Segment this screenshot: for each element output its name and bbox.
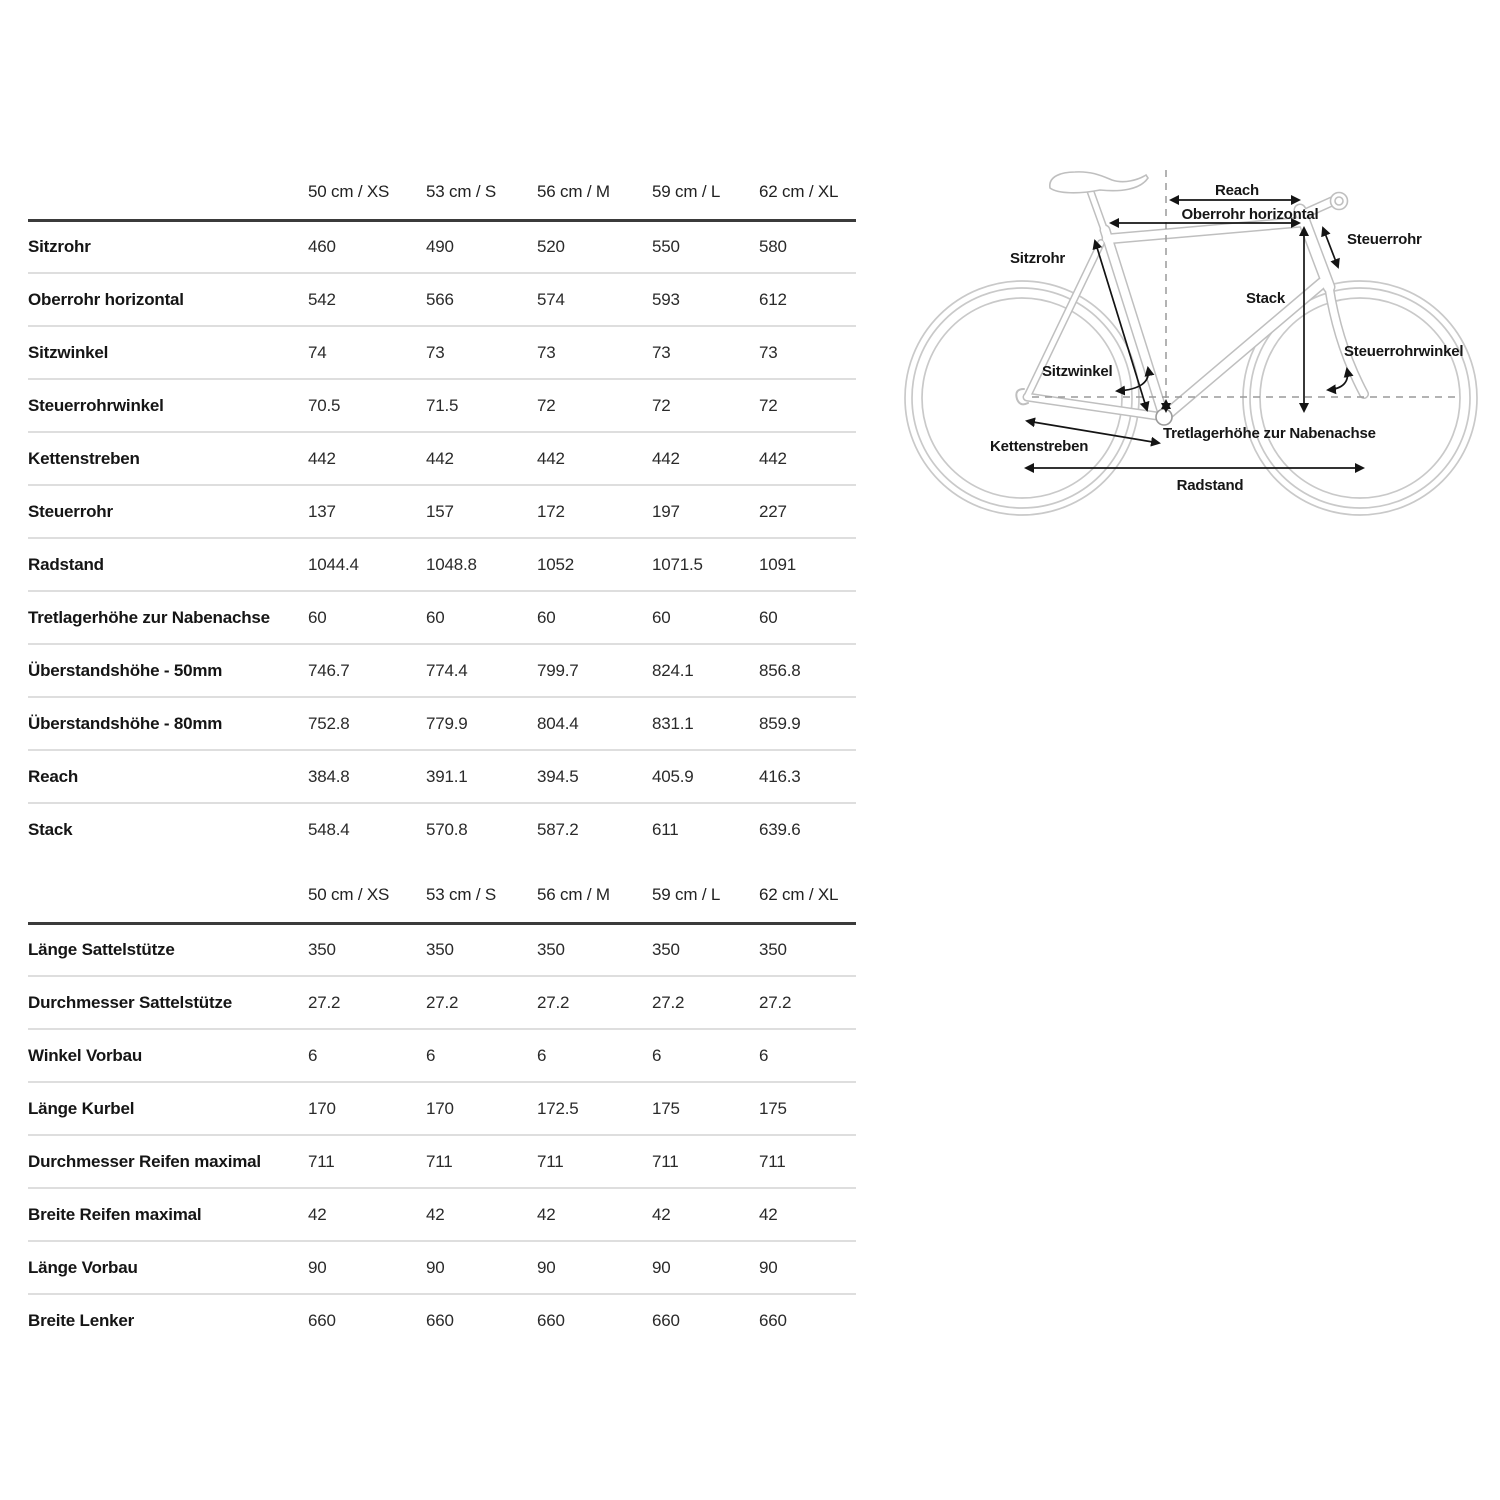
components-table-body <box>28 923 856 1347</box>
spec-row <box>28 591 856 644</box>
bike-geometry-diagram <box>890 140 1500 580</box>
spec-value-cell: 90 <box>308 1257 327 1277</box>
label-sitzrohr: Sitzrohr <box>1010 250 1066 267</box>
spec-value-cell: 711 <box>308 1151 335 1171</box>
label-steuerrohrwinkel: Steuerrohrwinkel <box>1344 343 1464 360</box>
spec-row <box>28 1188 856 1241</box>
spec-value-cell: 711 <box>759 1151 786 1171</box>
spec-row <box>28 923 856 976</box>
label-kettenstreben: Kettenstreben <box>990 438 1089 455</box>
spec-value-cell: 550 <box>652 236 680 256</box>
label-radstand: Radstand <box>1176 477 1244 494</box>
bike-frame-icon <box>1016 190 1364 417</box>
size-header-cell: 50 cm / XS <box>308 166 426 220</box>
spec-value-cell: 197 <box>652 501 680 521</box>
spec-value-cell: 27.2 <box>759 992 792 1012</box>
components-table-head <box>28 869 856 923</box>
steuerrohrwinkel-angle-arc <box>1328 369 1348 390</box>
spec-value-cell: 157 <box>426 501 454 521</box>
spec-value-cell: 660 <box>308 1311 336 1330</box>
spec-value-cell: 90 <box>426 1257 445 1277</box>
spec-value-cell: 660 <box>426 1311 454 1330</box>
spec-row <box>28 750 856 803</box>
spec-value-cell: 6 <box>537 1045 547 1065</box>
handlebar-icon <box>1331 193 1348 210</box>
spec-value-cell: 570.8 <box>426 820 468 839</box>
spec-value-cell: 746.7 <box>308 660 350 680</box>
spec-value-cell: 660 <box>759 1311 787 1330</box>
spec-value-cell: 42 <box>537 1204 556 1224</box>
spec-value-cell: 405.9 <box>652 766 694 786</box>
size-header-cell: 56 cm / M <box>537 166 652 220</box>
size-header-cell: 62 cm / XL <box>759 166 856 220</box>
spec-row-label: Überstandshöhe - 80mm <box>28 713 223 733</box>
spec-row <box>28 326 856 379</box>
spec-value-cell: 42 <box>652 1204 671 1224</box>
spec-value-cell: 6 <box>759 1045 769 1065</box>
header-spacer-cell <box>28 166 308 220</box>
spec-value-cell: 27.2 <box>652 992 685 1012</box>
spec-row-label: Durchmesser Sattelstütze <box>28 992 232 1012</box>
spec-value-cell: 60 <box>308 607 327 627</box>
spec-value-cell: 779.9 <box>426 713 468 733</box>
spec-value-cell: 442 <box>652 448 680 468</box>
spec-row-label: Länge Sattelstütze <box>28 939 175 959</box>
spec-row-label: Oberrohr horizontal <box>28 289 184 309</box>
spec-row-label: Steuerrohrwinkel <box>28 395 164 415</box>
size-header-cell: 59 cm / L <box>652 166 759 220</box>
spec-value-cell: 548.4 <box>308 820 350 839</box>
spec-row <box>28 538 856 591</box>
spec-row <box>28 1135 856 1188</box>
spec-value-cell: 660 <box>537 1311 565 1330</box>
spec-value-cell: 27.2 <box>308 992 341 1012</box>
spec-value-cell: 711 <box>426 1151 453 1171</box>
size-header-cell: 59 cm / L <box>652 869 759 923</box>
spec-value-cell: 752.8 <box>308 713 350 733</box>
label-stack: Stack <box>1246 290 1286 307</box>
spec-value-cell: 350 <box>426 939 454 959</box>
spec-row-label: Sitzrohr <box>28 236 91 256</box>
spec-value-cell: 1044.4 <box>308 554 359 574</box>
spec-row <box>28 1082 856 1135</box>
spec-value-cell: 639.6 <box>759 820 801 839</box>
spec-value-cell: 442 <box>759 448 787 468</box>
spec-value-cell: 72 <box>759 395 778 415</box>
spec-row <box>28 976 856 1029</box>
spec-value-cell: 6 <box>308 1045 318 1065</box>
spec-row-label: Winkel Vorbau <box>28 1045 143 1065</box>
spec-value-cell: 137 <box>308 501 336 521</box>
spec-value-cell: 574 <box>537 289 565 309</box>
spec-value-cell: 72 <box>537 395 556 415</box>
spec-row <box>28 485 856 538</box>
spec-value-cell: 60 <box>426 607 445 627</box>
spec-value-cell: 73 <box>652 342 671 362</box>
rear-wheel-icon <box>905 281 1139 515</box>
spec-value-cell: 391.1 <box>426 766 468 786</box>
spec-value-cell: 490 <box>426 236 454 256</box>
spec-value-cell: 73 <box>759 342 778 362</box>
geometry-table-head <box>28 166 856 220</box>
spec-row-label: Durchmesser Reifen maximal <box>28 1151 261 1171</box>
spec-row-label: Länge Kurbel <box>28 1098 135 1118</box>
label-reach: Reach <box>1214 182 1260 199</box>
size-header-cell: 56 cm / M <box>537 869 652 923</box>
spec-value-cell: 394.5 <box>537 766 579 786</box>
spec-value-cell: 60 <box>537 607 556 627</box>
label-steuerrohr: Steuerrohr <box>1347 231 1422 248</box>
size-header-cell: 50 cm / XS <box>308 869 426 923</box>
spec-value-cell: 70.5 <box>308 395 341 415</box>
spec-value-cell: 593 <box>652 289 680 309</box>
components-table <box>28 869 856 1347</box>
spec-row <box>28 1294 856 1347</box>
spec-row-label: Überstandshöhe - 50mm <box>28 660 223 680</box>
spec-row <box>28 697 856 750</box>
spec-row-label: Breite Reifen maximal <box>28 1204 202 1224</box>
header-spacer-cell <box>28 869 308 923</box>
spec-row-label: Länge Vorbau <box>28 1257 138 1277</box>
spec-row-label: Kettenstreben <box>28 448 140 468</box>
spec-value-cell: 384.8 <box>308 766 350 786</box>
spec-value-cell: 71.5 <box>426 395 459 415</box>
saddle-icon <box>1050 172 1148 193</box>
spec-value-cell: 350 <box>537 939 565 959</box>
spec-value-cell: 831.1 <box>652 713 694 733</box>
spec-row-label: Reach <box>28 766 79 786</box>
spec-value-cell: 170 <box>308 1098 336 1118</box>
geometry-table <box>28 166 856 856</box>
spec-value-cell: 442 <box>308 448 336 468</box>
size-header-cell: 62 cm / XL <box>759 869 856 923</box>
spec-row-label: Breite Lenker <box>28 1311 135 1330</box>
spec-value-cell: 42 <box>308 1204 327 1224</box>
spec-row-label: Sitzwinkel <box>28 342 109 362</box>
spec-value-cell: 1048.8 <box>426 554 477 574</box>
size-header-row <box>28 869 856 923</box>
spec-row <box>28 220 856 273</box>
spec-value-cell: 90 <box>759 1257 778 1277</box>
spec-row <box>28 432 856 485</box>
spec-value-cell: 27.2 <box>537 992 570 1012</box>
spec-value-cell: 856.8 <box>759 660 801 680</box>
spec-value-cell: 824.1 <box>652 660 694 680</box>
spec-value-cell: 612 <box>759 289 787 309</box>
spec-row <box>28 379 856 432</box>
label-tretlagerhoehe: Tretlagerhöhe zur Nabenachse <box>1163 425 1376 442</box>
spec-value-cell: 460 <box>308 236 336 256</box>
spec-value-cell: 227 <box>759 501 787 521</box>
spec-value-cell: 660 <box>652 1311 680 1330</box>
spec-row-label: Steuerrohr <box>28 501 113 521</box>
spec-value-cell: 175 <box>759 1098 787 1118</box>
spec-value-cell: 1091 <box>759 554 797 574</box>
spec-value-cell: 774.4 <box>426 660 468 680</box>
spec-value-cell: 859.9 <box>759 713 801 733</box>
spec-value-cell: 172.5 <box>537 1098 579 1118</box>
spec-value-cell: 1071.5 <box>652 554 703 574</box>
spec-value-cell: 442 <box>537 448 565 468</box>
spec-value-cell: 60 <box>759 607 778 627</box>
spec-row <box>28 273 856 326</box>
spec-value-cell: 611 <box>652 820 679 839</box>
spec-value-cell: 416.3 <box>759 766 801 786</box>
spec-row <box>28 1029 856 1082</box>
geometry-table-body <box>28 220 856 856</box>
spec-value-cell: 74 <box>308 342 327 362</box>
spec-value-cell: 350 <box>759 939 787 959</box>
spec-value-cell: 350 <box>308 939 336 959</box>
spec-value-cell: 566 <box>426 289 454 309</box>
spec-value-cell: 711 <box>652 1151 679 1171</box>
spec-value-cell: 520 <box>537 236 565 256</box>
spec-value-cell: 73 <box>426 342 445 362</box>
spec-value-cell: 799.7 <box>537 660 579 680</box>
size-header-cell: 53 cm / S <box>426 166 537 220</box>
spec-row-label: Stack <box>28 820 73 839</box>
spec-value-cell: 6 <box>652 1045 662 1065</box>
bottom-bracket-icon <box>1156 409 1172 425</box>
spec-value-cell: 804.4 <box>537 713 579 733</box>
spec-value-cell: 350 <box>652 939 680 959</box>
size-header-row <box>28 166 856 220</box>
spec-value-cell: 175 <box>652 1098 680 1118</box>
spec-value-cell: 72 <box>652 395 671 415</box>
spec-value-cell: 6 <box>426 1045 436 1065</box>
spec-value-cell: 542 <box>308 289 336 309</box>
spec-value-cell: 587.2 <box>537 820 579 839</box>
spec-value-cell: 170 <box>426 1098 454 1118</box>
spec-value-cell: 172 <box>537 501 565 521</box>
spec-value-cell: 42 <box>426 1204 445 1224</box>
spec-row <box>28 644 856 697</box>
spec-value-cell: 580 <box>759 236 787 256</box>
spec-value-cell: 60 <box>652 607 671 627</box>
spec-value-cell: 42 <box>759 1204 778 1224</box>
spec-value-cell: 90 <box>537 1257 556 1277</box>
label-oberrohr-horizontal: Oberrohr horizontal <box>1181 206 1319 223</box>
spec-value-cell: 90 <box>652 1257 671 1277</box>
spec-row <box>28 1241 856 1294</box>
spec-row-label: Radstand <box>28 554 104 574</box>
spec-value-cell: 27.2 <box>426 992 459 1012</box>
label-sitzwinkel: Sitzwinkel <box>1042 363 1113 380</box>
size-header-cell: 53 cm / S <box>426 869 537 923</box>
spec-value-cell: 442 <box>426 448 454 468</box>
spec-value-cell: 1052 <box>537 554 575 574</box>
spec-value-cell: 711 <box>537 1151 564 1171</box>
spec-row-label: Tretlagerhöhe zur Nabenachse <box>28 607 270 627</box>
spec-value-cell: 73 <box>537 342 556 362</box>
spec-row <box>28 803 856 856</box>
